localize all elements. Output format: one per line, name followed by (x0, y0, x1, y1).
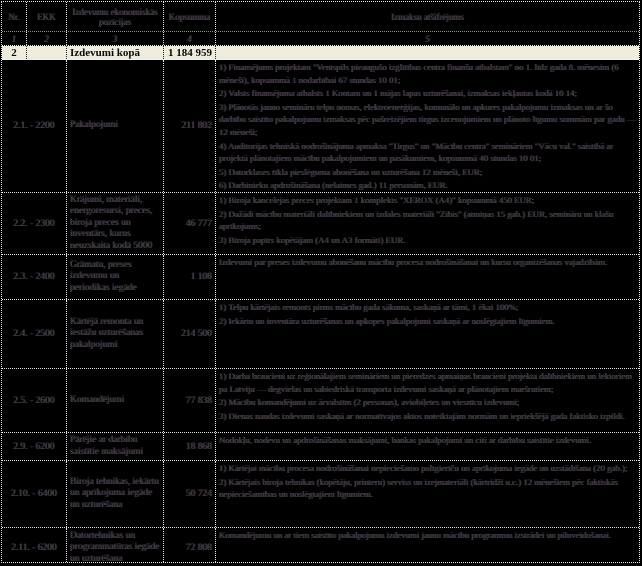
row-amount-cell: 77 838 (164, 369, 216, 432)
row-code-cell: 2.11. - 6200 (2, 528, 67, 563)
row-description-cell: Datortehnikas un programmatūras iegāde un uzturēšana (67, 528, 164, 563)
row-amount-cell: 1 108 (164, 255, 216, 299)
total-row-nr: 2 (2, 46, 27, 59)
row-amount-cell: 46 777 (164, 193, 216, 254)
row-description-cell: Biroja tehnikas, iekārtu un aprīkojuma iegāde un uzturēšana (67, 461, 164, 527)
row-justification-cell (216, 461, 639, 527)
justification-item: 4) Auditorijas tehniskā nodrošinājuma apmaksa "Tirgus" un "Mācību centra" semināriem "Vācu val." saistībā ar projektā plānotajiem mācību pakalpojumiem un pasākumiem, kopsummā 40 stundas 10 01; (219, 140, 614, 164)
budget-table (1, 1, 640, 563)
row-code-cell: 2.1. - 2200 (2, 60, 67, 192)
header-ekk: EKK (27, 2, 67, 31)
table-body (2, 60, 639, 563)
justification-item: 1) Kārtējai mācību procesa nodrošināšanai nepieciešamo palīgierīču un aprīkojuma iegāde un uzstādīšana (20 gab.); (219, 463, 628, 473)
total-row-ekk (27, 46, 67, 59)
table-row (2, 461, 639, 528)
row-amount-cell: 18 868 (164, 433, 216, 460)
row-description-cell: Grāmatu, preses izdevumu un periodikas iegāde (67, 255, 164, 299)
row-description-cell: Pārējie ar darbību saistītie maksājumi (67, 433, 164, 460)
table-row (2, 433, 639, 461)
table-header-labels (2, 2, 639, 32)
row-code-cell: 2.10. - 6400 (2, 461, 67, 527)
row-amount-cell: 214 500 (164, 300, 216, 368)
total-row-justification (216, 46, 639, 59)
justification-item: 1) Darba braucieni uz reģionālajiem semināriem un pieredzes apmaiņas braucieni projekta dalībniekiem un lektoriem pa Latviju — degvielas un sabiedriskā transporta izdevumi saskaņā ar plānotajiem maršrutiem; (219, 371, 633, 394)
justification-item: 3) Biroja papīrs kopētājam (A4 un A3 formāti) EUR. (219, 234, 406, 245)
justification-item: Nodokļu, nodevu un apdrošināšanas maksājumi, bankas pakalpojumi un citi ar darbību saistītie izdevumi. (219, 435, 592, 445)
header-nr: Nr. (2, 2, 27, 31)
table-header-numbers (2, 32, 639, 46)
header-num-4: 4 (164, 32, 216, 45)
table-row (2, 528, 639, 563)
justification-item: 2) Kārtējais biroja tehnikas (kopētāju, printeru) serviss un izejmateriāli (kārtridži u.c.) 12 mēnešiem pēc faktiskās nepieciešamības un noslēgtajiem līgumiem. (219, 476, 618, 500)
table-row (2, 300, 639, 369)
table-row (2, 369, 639, 433)
header-total: Kopsumma (164, 2, 216, 31)
justification-item: 2) Valsts finansējuma atbalsts 1 Kontam un 1 mājas lapas uzturēšanai, izmaksas iekļautas kodā 10 14; (219, 88, 577, 99)
row-justification-cell (216, 528, 639, 563)
total-row-description: Izdevumi kopā (67, 46, 164, 59)
row-justification-cell (216, 433, 639, 460)
row-code-cell: 2.4. - 2500 (2, 300, 67, 368)
justification-item: Komandējumu un ar tiem saistīto pakalpojumu izdevumi jaunu mācību programmu izstrādei un pilnveidošanai. (219, 530, 612, 540)
row-code-cell: 2.3. - 2400 (2, 255, 67, 299)
row-description-cell: Pakalpojumi (67, 60, 164, 192)
row-description-cell: Komandējumi (67, 369, 164, 432)
row-justification-cell (216, 60, 639, 192)
justification-item: 1) Finansējums projektam "Ventspils pieaugušo izglītības centra finanšu atbalstam" no 1. līdz gada 8. mēnesim (6 mēneši), kopsummā 1 nodarbībai 67 stundas 10 01; (219, 62, 619, 85)
row-justification-cell (216, 255, 639, 299)
row-amount-cell: 72 808 (164, 528, 216, 563)
row-description-cell: Krājumi, materiāli, energoresursi, preces, biroja preces un inventārs, kurus neuzskaita kodā 5000 (67, 193, 164, 254)
row-description-cell: Kārtējā remonta un iestāžu uzturēšanas pakalpojumi (67, 300, 164, 368)
row-code-cell: 2.9. - 6200 (2, 433, 67, 460)
justification-item: 3) Plānotās jauno semināru telpu nomas, elektroenerģijas, komunālo un apkures pakalpojumu izmaksas un ar šo darbību saistīto pakalpojumu izmaksas pēc pašreizējiem tirgus izcenojumiem un plānoto līgumu summām par gadu — 12 mēneši; (219, 101, 636, 137)
total-row-amount: 1 184 959 (164, 46, 216, 59)
row-code-cell: 2.2. - 2300 (2, 193, 67, 254)
justification-item: 1) Telpu kārtējais remonts pirms mācību gada sākuma, saskaņā ar tāmi, 1 ēkai 100%; (219, 302, 519, 312)
justification-item: 2) Iekārtu un inventāra uzturēšanas un apkopes pakalpojumi saskaņā ar noslēgtajiem līgumiem. (219, 315, 555, 326)
row-justification-cell (216, 193, 639, 254)
row-justification-cell (216, 369, 639, 432)
justification-item: 2) Mācību komandējumi uz ārvalstīm (2 personas), aviobiļetes un viesnīcu izdevumi; (219, 397, 520, 408)
row-justification-cell (216, 300, 639, 368)
header-justification: Izmaksu atšifrējums (391, 11, 464, 22)
justification-item: 6) Darbinieku apdrošināšana (nelaimes gad.) 11 personām, EUR. (219, 180, 448, 191)
justification-item: 2) Dažādi mācību materiāli dalībniekiem un izdales materiāli "Zibis" (atmiņas 15 gab.) EUR, semināru un klašu aprīkojums; (219, 208, 614, 232)
table-row (2, 60, 639, 193)
justification-item: 5) Datorklases tīkla pieslēguma abonēšana un uzturēšana 12 mēneši, EUR; (219, 166, 483, 177)
justification-item: Izdevumi par preses izdevumu abonēšanu mācību procesa nodrošināšanai un kursu organizēšanas vajadzībām. (219, 257, 608, 267)
row-amount-cell: 211 802 (164, 60, 216, 192)
header-num-3: 3 (67, 32, 164, 45)
header-num-1: 1 (2, 32, 27, 45)
header-num-2: 2 (27, 32, 67, 45)
header-positions: Izdevumu ekonomiskās pozīcijas (67, 2, 164, 31)
total-row (2, 46, 639, 60)
table-row (2, 255, 639, 300)
table-row (2, 193, 639, 255)
row-amount-cell: 50 724 (164, 461, 216, 527)
justification-item: 1) Biroja kancelejas preces projektam 1 komplekts "XEROX (A4)" kopsummā 450 EUR; (219, 195, 535, 205)
header-num-5: 5 (425, 33, 430, 44)
justification-item: 3) Dienas naudas izdevumi saskaņā ar normatīvajos aktos noteiktajām normām un iepriekšējā gada faktisko izpildi. (219, 410, 625, 421)
row-code-cell: 2.5. - 2600 (2, 369, 67, 432)
